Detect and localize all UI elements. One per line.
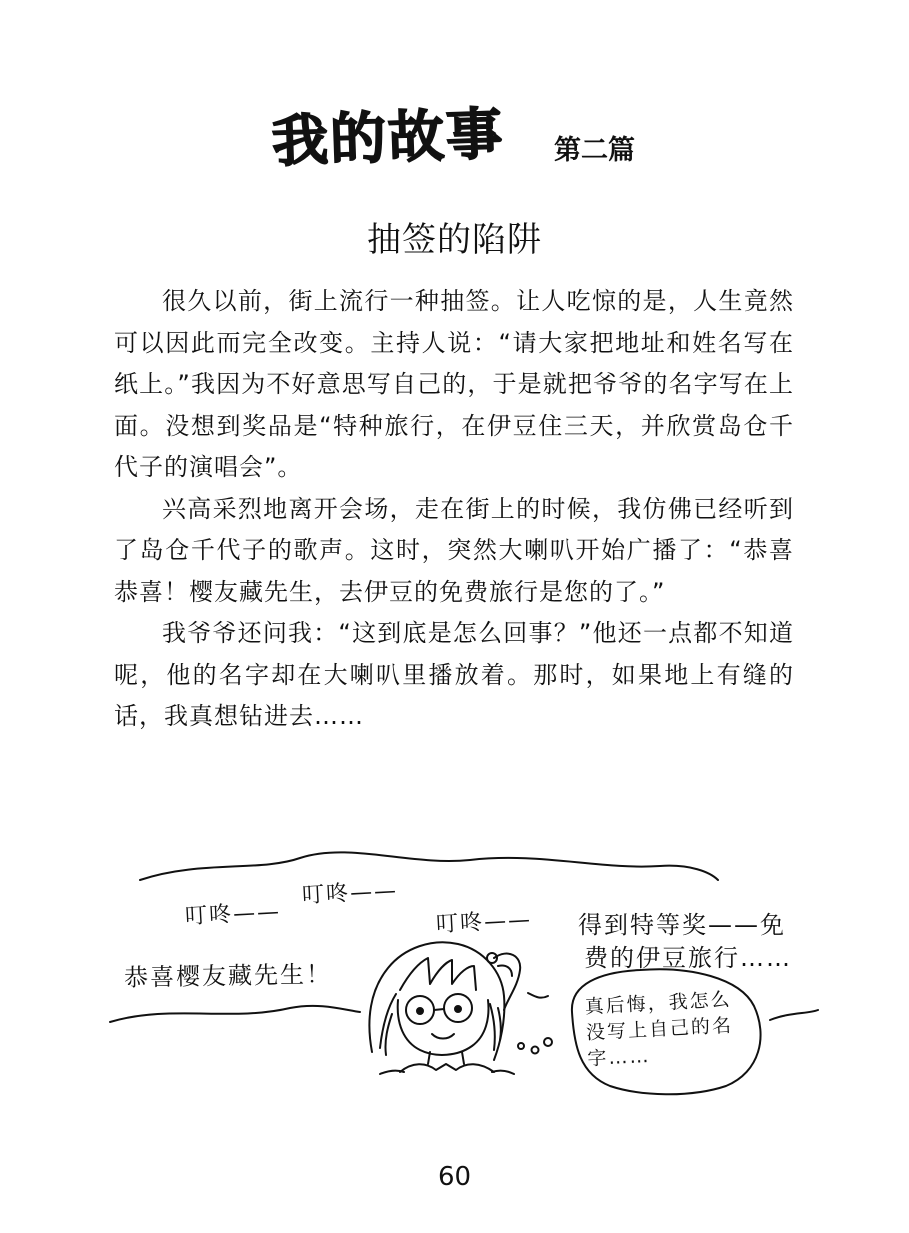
chime-sound-3: 叮咚——: [435, 907, 533, 938]
wave-line-bottom-left: [110, 1006, 360, 1022]
thought-text: 真后悔，我怎么没写上自己的名字……: [584, 988, 734, 1071]
glasses-bridge: [434, 1009, 444, 1010]
chime-sound-2: 叮咚——: [301, 878, 399, 909]
header-title: 我的故事: [271, 101, 506, 175]
girl-collar: [400, 1064, 494, 1072]
story-paragraph: 兴高采烈地离开会场，走在街上的时候，我仿佛已经听到了岛仓千代子的歌声。这时，突然大喇叭开始广播了：“恭喜恭喜！樱友藏先生，去伊豆的免费旅行是您的了。”: [114, 494, 794, 606]
story-paragraph: 我爷爷还问我：“这到底是怎么回事？”他还一点都不知道呢，他的名字却在大喇叭里播放着。那时，如果地上有缝的话，我真想钻进去……: [114, 619, 794, 730]
wave-line-top: [140, 852, 718, 880]
wave-line-bottom-right: [770, 1010, 818, 1020]
girl-hair: [369, 942, 504, 1060]
announcement-line-1: 得到特等奖——免: [578, 911, 786, 939]
story-title-text: 抽签的陷阱: [367, 220, 542, 260]
girl-eye: [417, 1008, 423, 1014]
announcement-line-2: 费的伊豆旅行……: [584, 944, 792, 972]
thought-dot: [544, 1038, 552, 1046]
header-subtitle: 第二篇: [554, 135, 635, 166]
chime-sound-1: 叮咚——: [184, 899, 282, 930]
girl-eye: [455, 1006, 461, 1012]
girl-bangs: [400, 958, 476, 990]
girl-ponytail: [494, 954, 520, 1010]
page-number: 60: [437, 1162, 472, 1192]
girl-mouth: [432, 1034, 454, 1039]
thought-dot: [532, 1047, 539, 1054]
congrats-text: 恭喜樱友藏先生！: [123, 960, 333, 992]
thought-dot: [518, 1043, 524, 1049]
story-paragraph: 很久以前，街上流行一种抽签。让人吃惊的是，人生竟然可以因此而完全改变。主持人说：“请大家把地址和姓名写在纸上。”我因为不好意思写自己的，于是就把爷爷的名字写在上面。没想到奖品是“特种旅行，在伊豆住三天，并欣赏岛仓千代子的演唱会”。: [114, 287, 794, 481]
squiggle-left: [528, 993, 548, 998]
